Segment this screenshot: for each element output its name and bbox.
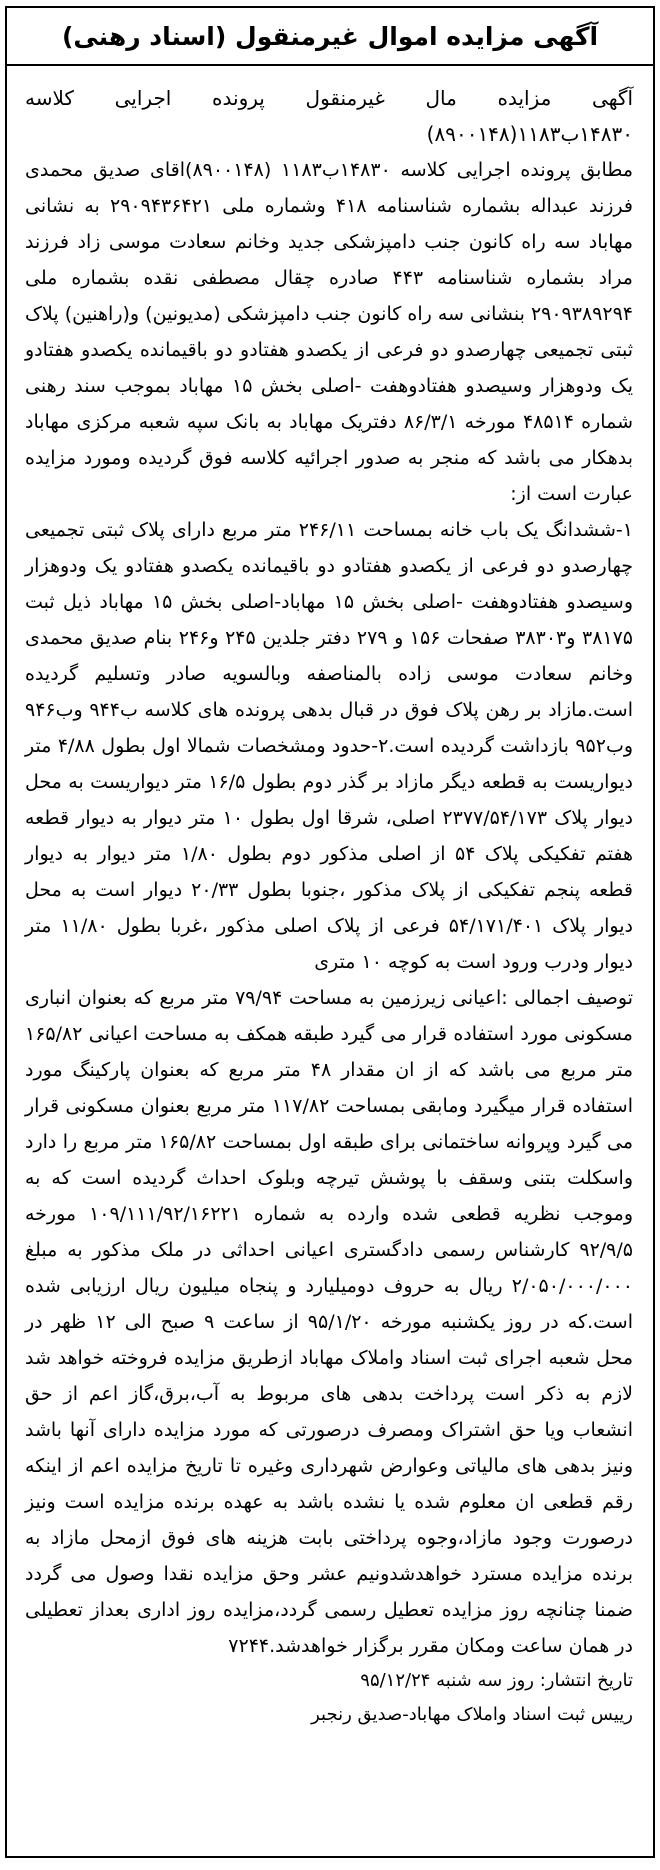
notice-body-property: ۱-ششدانگ یک باب خانه بمساحت ۲۴۶/۱۱ متر مربع دارای پلاک ثبتی تجمیعی چهارصدو دو فرعی از یکصدو هفتادو دو باقیمانده یکصدو هفتادو یک ودوهزار وسیصدو هفتادوهفت -اصلی بخش ۱۵ مهاباد-اصلی بخش ۱۵ مهاباد ذیل ثبت ۳۸۱۷۵ و۳۸۳۰۳ صفحات ۱۵۶ و ۲۷۹ دفتر جلدین ۲۴۵ و۲۴۶ بنام صدیق محمدی وخانم سعادت موسی زاده بالمناصفه وبالسویه صادر وتسلیم گردیده است.مازاد بر رهن پلاک فوق در قبال بدهی پرونده های کلاسه ب۹۴۴ وب۹۴۶ وب۹۵۲ بازداشت گردیده است.۲-حدود ومشخصات شمالا اول بطول ۴/۸۸ متر دیواریست به قطعه دیگر مازاد بر گذر دوم بطول ۱۶/۵ متر دیواریست به محل دیوار پلاک ۲۳۷۷/۵۴/۱۷۳ اصلی، شرقا اول بطول ۱۰ متر دیوار به دیوار قطعه هفتم تفکیکی پلاک ۵۴ از اصلی مذکور دوم بطول ۱/۸۰ متر دیوار به دیوار قطعه پنجم تفکیکی از پلاک مذکور ،جنوبا بطول ۲۰/۳۳ دیوار است به محل دیوار پلاک ۵۴/۱۷۱/۴۰۱ فرعی از پلاک اصلی مذکور ،غربا بطول ۱۱/۸۰ متر دیوار ودرب ورود است به کوچه ۱۰ متری: [25, 519, 634, 973]
notice-intro: آگهی مزایده مال غیرمنقول پرونده اجرایی کلاسه ۱۴۸۳۰ب۱۱۸۳(۸۹۰۰۱۴۸): [25, 86, 633, 146]
notice-body-description: توصیف اجمالی :اعیانی زیرزمین به مساحت ۷۹/۹۴ متر مربع که بعنوان انباری مسکونی مورد استفاده قرار می گیرد طبقه همکف به مساحت اعیانی ۱۶۵/۸۲ متر مربع می باشد که از ان مقدار ۴۸ متر مربع که بعنوان پارکینگ مورد استفاده قرار میگیرد ومابقی بمساحت ۱۱۷/۸۲ متر مربع بعنوان مسکونی قرار می گیرد وپروانه ساختمانی برای طبقه اول بمساحت ۱۶۵/۸۲ متر مربع را دارد واسکلت بتنی وسقف با پوشش تیرچه وبلوک احداث گردیده است که به وموجب نظریه قطعی شده وارده به شماره ۱۰۹/۱۱۱/۹۲/۱۶۲۲۱ مورخه ۹۲/۹/۵ کارشناس رسمی دادگستری اعیانی احداثی در ملک مذکور به مبلغ ۲/۰۵۰/۰۰۰/۰۰۰ ریال به حروف دومیلیارد و پنجاه میلیون ریال ارزیابی شده است.که در روز یکشنبه مورخه ۹۵/۱/۲۰ از ساعت ۹ صبح الی ۱۲ ظهر در محل شعبه اجرای ثبت اسناد واملاک مهاباد ازطریق مزایده فروخته خواهد شد لازم به ذکر است پرداخت بدهی های مربوط به آب،برق،گاز اعم از حق انشعاب ویا حق اشتراک ومصرف درصورتی که مورد مزایده دارای آنها باشد ونیز بدهی های مالیاتی وعوارض شهرداری وغیره تا تاریخ مزایده اعم از اینکه رقم قطعی ان معلوم شده یا نشده باشد به عهده برنده مزایده است ونیز درصورت وجود مازاد،وجوه پرداختی بابت هزینه های فوق ازمحل مازاد به برنده مزایده مسترد خواهدشدونیم عشر وحق مزایده نقدا وصول می گردد ضمنا چنانچه روز مزایده تعطیل رسمی گردد،مزایده روز اداری بعداز تعطیلی در همان ساعت ومکان مقرر برگزار خواهدشد.۷۲۴۴: [25, 987, 634, 1657]
auction-notice: [5, 6, 655, 1858]
publish-date: تاریخ انتشار: روز سه شنبه ۹۵/۱۲/۲۴: [360, 1670, 633, 1691]
signature-line: رییس ثبت اسناد واملاک مهاباد-صدیق رنجبر: [311, 1704, 633, 1725]
notice-body-debtors: مطابق پرونده اجرایی کلاسه ۱۴۸۳۰ب۱۱۸۳ (۸۹۰۰۱۴۸)اقای صدیق محمدی فرزند عبداله بشماره شناسنامه ۴۱۸ وشماره ملی ۲۹۰۹۴۳۶۴۲۱ به نشانی مهاباد سه راه کانون جنب دامپزشکی جدید وخانم سعادت موسی زاد فرزند مراد بشماره شناسنامه ۴۴۳ صادره چقال مصطفی نقده بشماره ملی ۲۹۰۹۳۸۹۲۹۴ بنشانی سه راه کانون جنب دامپزشکی (مدیونین) و(راهنین) پلاک ثبتی تجمیعی چهارصدو دو فرعی از یکصدو هفتادو دو باقیمانده یکصدو هفتادو یک ودوهزار وسیصدو هفتادوهفت -اصلی بخش ۱۵ مهاباد بموجب سند رهنی شماره ۴۸۵۱۴ مورخه ۸۶/۳/۱ دفتریک مهاباد به بانک سپه شعبه مرکزی مهاباد بدهکار می باشد که منجر به صدور اجرائیه کلاسه فوق گردیده ومورد مزایده عبارت است از:: [25, 159, 633, 505]
notice-title: آگهی مزایده اموال غیرمنقول (اسناد رهنی): [7, 16, 653, 66]
